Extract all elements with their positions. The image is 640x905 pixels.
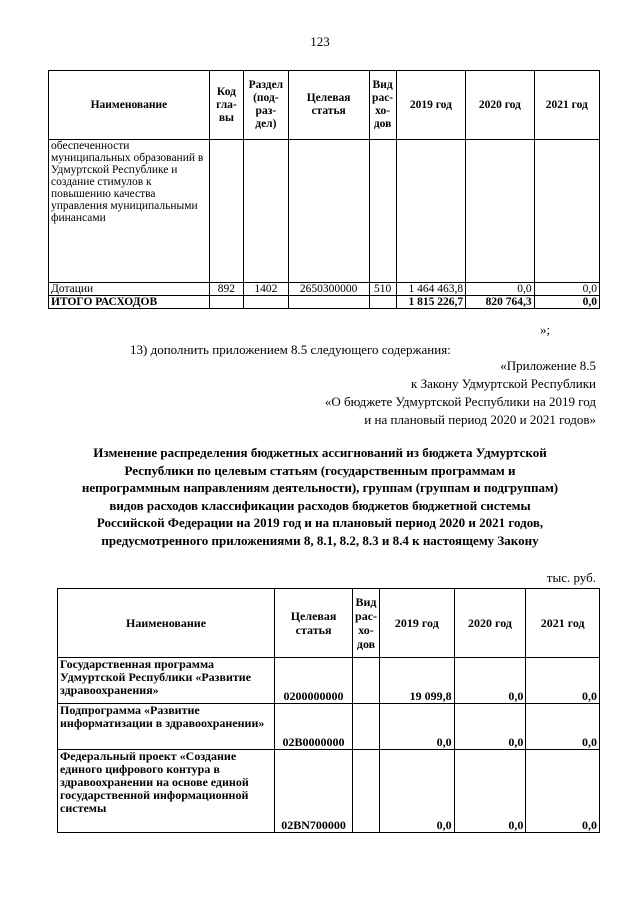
row-2021: 0,0 bbox=[526, 658, 600, 704]
table-row bbox=[58, 750, 600, 833]
table-row bbox=[49, 283, 600, 296]
row-target: 02ВN700000 bbox=[275, 750, 353, 833]
row-2020: 0,0 bbox=[466, 283, 534, 296]
total-2019: 1 815 226,7 bbox=[396, 296, 466, 309]
t2-header-name: Наименование bbox=[58, 589, 275, 658]
budget-table-2 bbox=[57, 588, 600, 833]
t1-header-chapter: Код гла-вы bbox=[209, 71, 243, 140]
total-2020: 820 764,3 bbox=[466, 296, 534, 309]
t1-continuation-text: обеспеченности муниципальных образований в Удмуртской Республике и создание стимулов к повышению качества управления муниципальными финансами bbox=[49, 140, 210, 283]
row-2021: 0,0 bbox=[526, 750, 600, 833]
appendix-line: «Приложение 8.5 bbox=[500, 358, 596, 373]
total-label: ИТОГО РАСХОДОВ bbox=[49, 296, 210, 309]
row-target: 02В0000000 bbox=[275, 704, 353, 750]
row-type: 510 bbox=[369, 283, 396, 296]
table-row bbox=[58, 658, 600, 704]
addition-note: 13) дополнить приложением 8.5 следующего содержания: bbox=[130, 342, 451, 357]
row-name: Дотации bbox=[49, 283, 210, 296]
row-2020: 0,0 bbox=[454, 704, 526, 750]
row-name: Государственная программа Удмуртской Республики «Развитие здравоохранения» bbox=[58, 658, 275, 704]
table1-total-row bbox=[49, 296, 600, 309]
closing-mark: »; bbox=[540, 322, 551, 337]
t1-header-2021: 2021 год bbox=[534, 71, 599, 140]
t2-header-2019: 2019 год bbox=[380, 589, 455, 658]
row-type bbox=[353, 658, 380, 704]
row-name: Федеральный проект «Создание единого цифрового контура в здравоохранении на основе единой государственной информационной системы bbox=[58, 750, 275, 833]
row-chapter: 892 bbox=[209, 283, 243, 296]
table-row bbox=[49, 140, 600, 283]
t2-header-2020: 2020 год bbox=[454, 589, 526, 658]
t2-header-type: Вид рас-хо-дов bbox=[353, 589, 380, 658]
row-2019: 19 099,8 bbox=[380, 658, 455, 704]
table-row bbox=[58, 704, 600, 750]
row-type bbox=[353, 750, 380, 833]
row-2019: 0,0 bbox=[380, 704, 455, 750]
row-name: Подпрограмма «Развитие информатизации в здравоохранении» bbox=[58, 704, 275, 750]
t2-header-2021: 2021 год bbox=[526, 589, 600, 658]
appendix-line: и на плановый период 2020 и 2021 годов» bbox=[364, 412, 596, 427]
appendix-line: к Закону Удмуртской Республики bbox=[411, 376, 596, 391]
row-2020: 0,0 bbox=[454, 750, 526, 833]
row-type bbox=[353, 704, 380, 750]
t1-header-name: Наименование bbox=[49, 71, 210, 140]
table1-header-row bbox=[49, 71, 600, 140]
page-number: 123 bbox=[310, 34, 330, 49]
row-section: 1402 bbox=[244, 283, 289, 296]
t2-header-target: Целевая статья bbox=[275, 589, 353, 658]
units-label: тыс. руб. bbox=[546, 570, 596, 585]
appendix-reference bbox=[325, 357, 596, 429]
t1-header-target: Целевая статья bbox=[288, 71, 369, 140]
budget-table-1 bbox=[48, 70, 600, 309]
row-2020: 0,0 bbox=[454, 658, 526, 704]
row-2019: 1 464 463,8 bbox=[396, 283, 466, 296]
t1-header-type: Вид рас-хо-дов bbox=[369, 71, 396, 140]
total-2021: 0,0 bbox=[534, 296, 599, 309]
row-2021: 0,0 bbox=[526, 704, 600, 750]
table2-header-row bbox=[58, 589, 600, 658]
t1-header-section: Раздел (под-раз-дел) bbox=[244, 71, 289, 140]
section-heading: Изменение распределения бюджетных ассигнований из бюджета Удмуртской Республики по целевым статьям (государственным программам и непрограммным направлениям деятельности), группам (группам и подгруппам) видов расходов классификации расходов бюджетов бюджетной системы Российской Федерации на 2019 год и на плановый период 2020 и 2021 годов, предусмотренного приложениями 8, 8.1, 8.2, 8.3 и 8.4 к настоящему Закону bbox=[81, 445, 559, 548]
t1-header-2019: 2019 год bbox=[396, 71, 466, 140]
row-target: 0200000000 bbox=[275, 658, 353, 704]
appendix-line: «О бюджете Удмуртской Республики на 2019 год bbox=[324, 394, 596, 409]
row-target: 2650300000 bbox=[288, 283, 369, 296]
t1-header-2020: 2020 год bbox=[466, 71, 534, 140]
row-2021: 0,0 bbox=[534, 283, 599, 296]
row-2019: 0,0 bbox=[380, 750, 455, 833]
